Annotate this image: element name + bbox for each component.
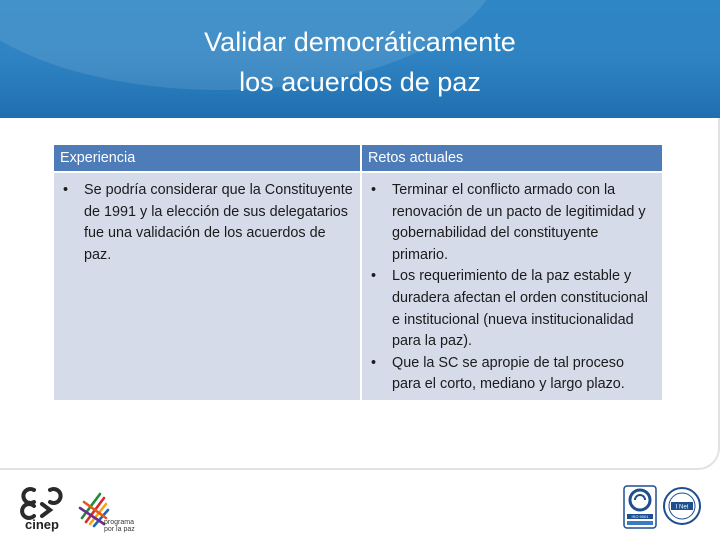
ppp-label-line-1: programa bbox=[104, 519, 134, 526]
list-item: • Los requerimiento de la paz estable y duradera afectan el orden constitucional e institucional (nueva institucionalidad para la paz). bbox=[368, 266, 656, 352]
retos-list bbox=[368, 180, 656, 396]
retos-cell bbox=[362, 173, 662, 400]
programa-por-la-paz-label bbox=[104, 519, 135, 533]
list-item: • Terminar el conflicto armado con la renovación de un pacto de legitimidad y gobernabilidad del constituyente primario. bbox=[368, 180, 656, 266]
inet-seal-label: I Net bbox=[675, 504, 689, 511]
cinep-label: cinep bbox=[25, 517, 59, 532]
inet-certification-seal-icon bbox=[662, 486, 702, 526]
list-item: • Que la SC se apropie de tal proceso para el corto, mediano y largo plazo. bbox=[368, 353, 656, 396]
experiencia-list bbox=[60, 180, 354, 266]
header-experiencia: Experiencia bbox=[54, 145, 362, 173]
table-row bbox=[54, 173, 662, 400]
header-retos-actuales: Retos actuales bbox=[362, 145, 662, 173]
table-header-row bbox=[54, 145, 662, 173]
slide-title bbox=[0, 22, 720, 102]
content-table bbox=[54, 145, 662, 400]
list-item: • Se podría considerar que la Constituyente de 1991 y la elección de sus delegatarios fue una validación de los acuerdos de paz. bbox=[60, 180, 354, 266]
title-bar bbox=[0, 0, 720, 118]
iso-certification-seal-icon bbox=[622, 484, 658, 530]
title-line-2: los acuerdos de paz bbox=[239, 67, 481, 97]
experiencia-cell bbox=[54, 173, 362, 400]
title-line-1: Validar democráticamente bbox=[204, 27, 516, 57]
iso-seal-label: ISO 9001 bbox=[631, 514, 649, 519]
ppp-label-line-2: por la paz bbox=[104, 526, 135, 533]
